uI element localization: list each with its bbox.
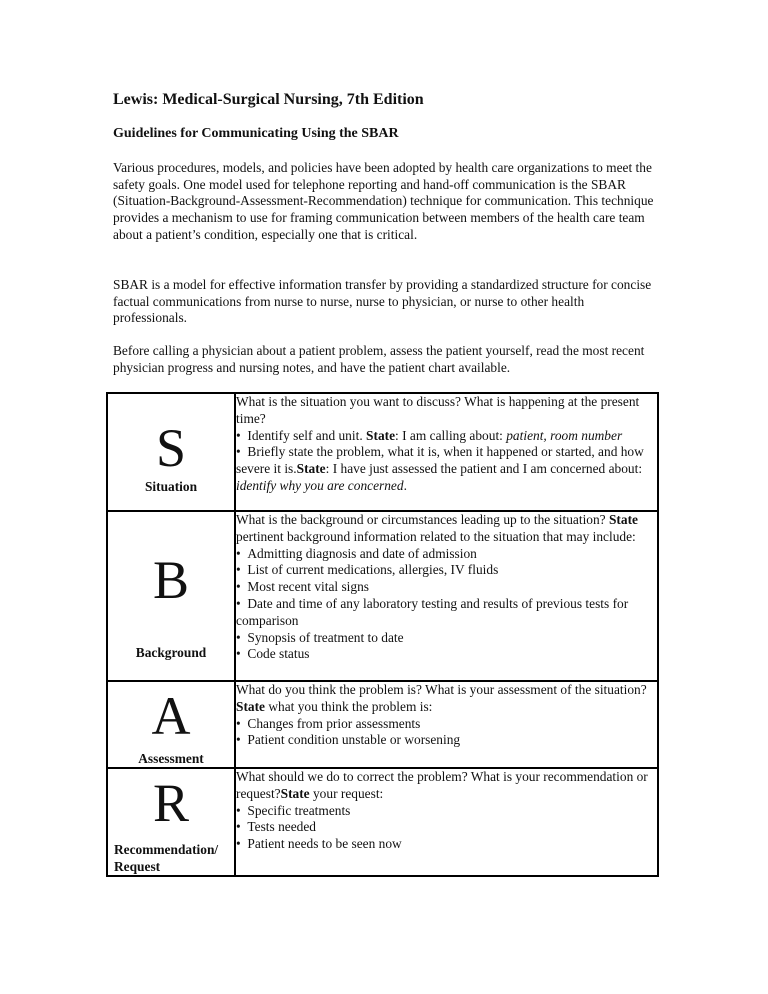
assessment-label: Assessment — [138, 751, 204, 766]
list-item: • Patient condition unstable or worsening — [236, 732, 657, 749]
assessment-content — [235, 681, 658, 768]
sbar-row-assessment — [107, 681, 658, 768]
situation-list — [236, 428, 657, 495]
assessment-intro: What do you think the problem is? What is your assessment of the situation? State what you think the problem is: — [236, 682, 647, 714]
list-item: • Specific treatments — [236, 803, 657, 820]
sbar-row-recommendation — [107, 768, 658, 876]
list-item: • Most recent vital signs — [236, 579, 657, 596]
recommendation-label: Recommendation/ — [114, 842, 219, 857]
sbar-table — [106, 392, 659, 877]
situation-label: Situation — [144, 479, 198, 494]
background-letter: B — [152, 550, 190, 610]
situation-letter: S — [155, 418, 187, 478]
list-item: • Code status — [236, 646, 657, 663]
before-calling-paragraph: Before calling a physician about a patient problem, assess the patient yourself, read the most recent physician progress and nursing notes, and have the patient chart available. — [113, 343, 645, 375]
situation-letter-cell — [107, 393, 235, 511]
document-subtitle: Guidelines for Communicating Using the SBAR — [113, 126, 399, 141]
assessment-letter-cell — [107, 681, 235, 768]
assessment-letter: A — [151, 686, 191, 746]
request-label: Request — [114, 859, 161, 874]
background-content — [235, 511, 658, 681]
intro-paragraph: Various procedures, models, and policies have been adopted by health care organizations to meet the safety goals. One model used for telephone reporting and hand-off communication is the SBAR (Situation-Background-Assessment-Recommendation) technique for communication. This technique provides a mechanism to use for framing communication between members of the health care team about a patient’s condition, especially one that is critical. — [113, 160, 654, 242]
list-item: • List of current medications, allergies, IV fluids — [236, 562, 657, 579]
list-item: • Briefly state the problem, what it is, when it happened or started, and how severe it is.State: I have just assessed the patient and I am concerned about: identify why you are concerned. — [236, 444, 657, 494]
background-label: Background — [135, 645, 207, 660]
assessment-list — [236, 716, 657, 750]
document-title: Lewis: Medical-Surgical Nursing, 7th Edition — [113, 91, 424, 108]
list-item: • Admitting diagnosis and date of admission — [236, 546, 657, 563]
recommendation-list — [236, 803, 657, 853]
sbar-row-situation — [107, 393, 658, 511]
recommendation-letter-cell — [107, 768, 235, 876]
list-item: • Date and time of any laboratory testing and results of previous tests for comparison — [236, 596, 657, 630]
situation-content — [235, 393, 658, 511]
recommendation-intro: What should we do to correct the problem? What is your recommendation or request?State your request: — [236, 769, 648, 801]
sbar-row-background — [107, 511, 658, 681]
list-item: • Identify self and unit. State: I am calling about: patient, room number — [236, 428, 657, 445]
list-item: • Tests needed — [236, 819, 657, 836]
sbar-definition-paragraph: SBAR is a model for effective information transfer by providing a standardized structure for concise factual communications from nurse to nurse, nurse to physician, or nurse to other health professionals. — [113, 277, 652, 326]
list-item: • Patient needs to be seen now — [236, 836, 657, 853]
background-list — [236, 546, 657, 664]
situation-intro: What is the situation you want to discuss? What is happening at the present time? — [236, 394, 640, 426]
recommendation-content — [235, 768, 658, 876]
list-item: • Changes from prior assessments — [236, 716, 657, 733]
background-letter-cell — [107, 511, 235, 681]
background-intro: What is the background or circumstances leading up to the situation? State pertinent background information related to the situation that may include: — [236, 512, 638, 544]
list-item: • Synopsis of treatment to date — [236, 630, 657, 647]
recommendation-letter: R — [152, 773, 190, 833]
